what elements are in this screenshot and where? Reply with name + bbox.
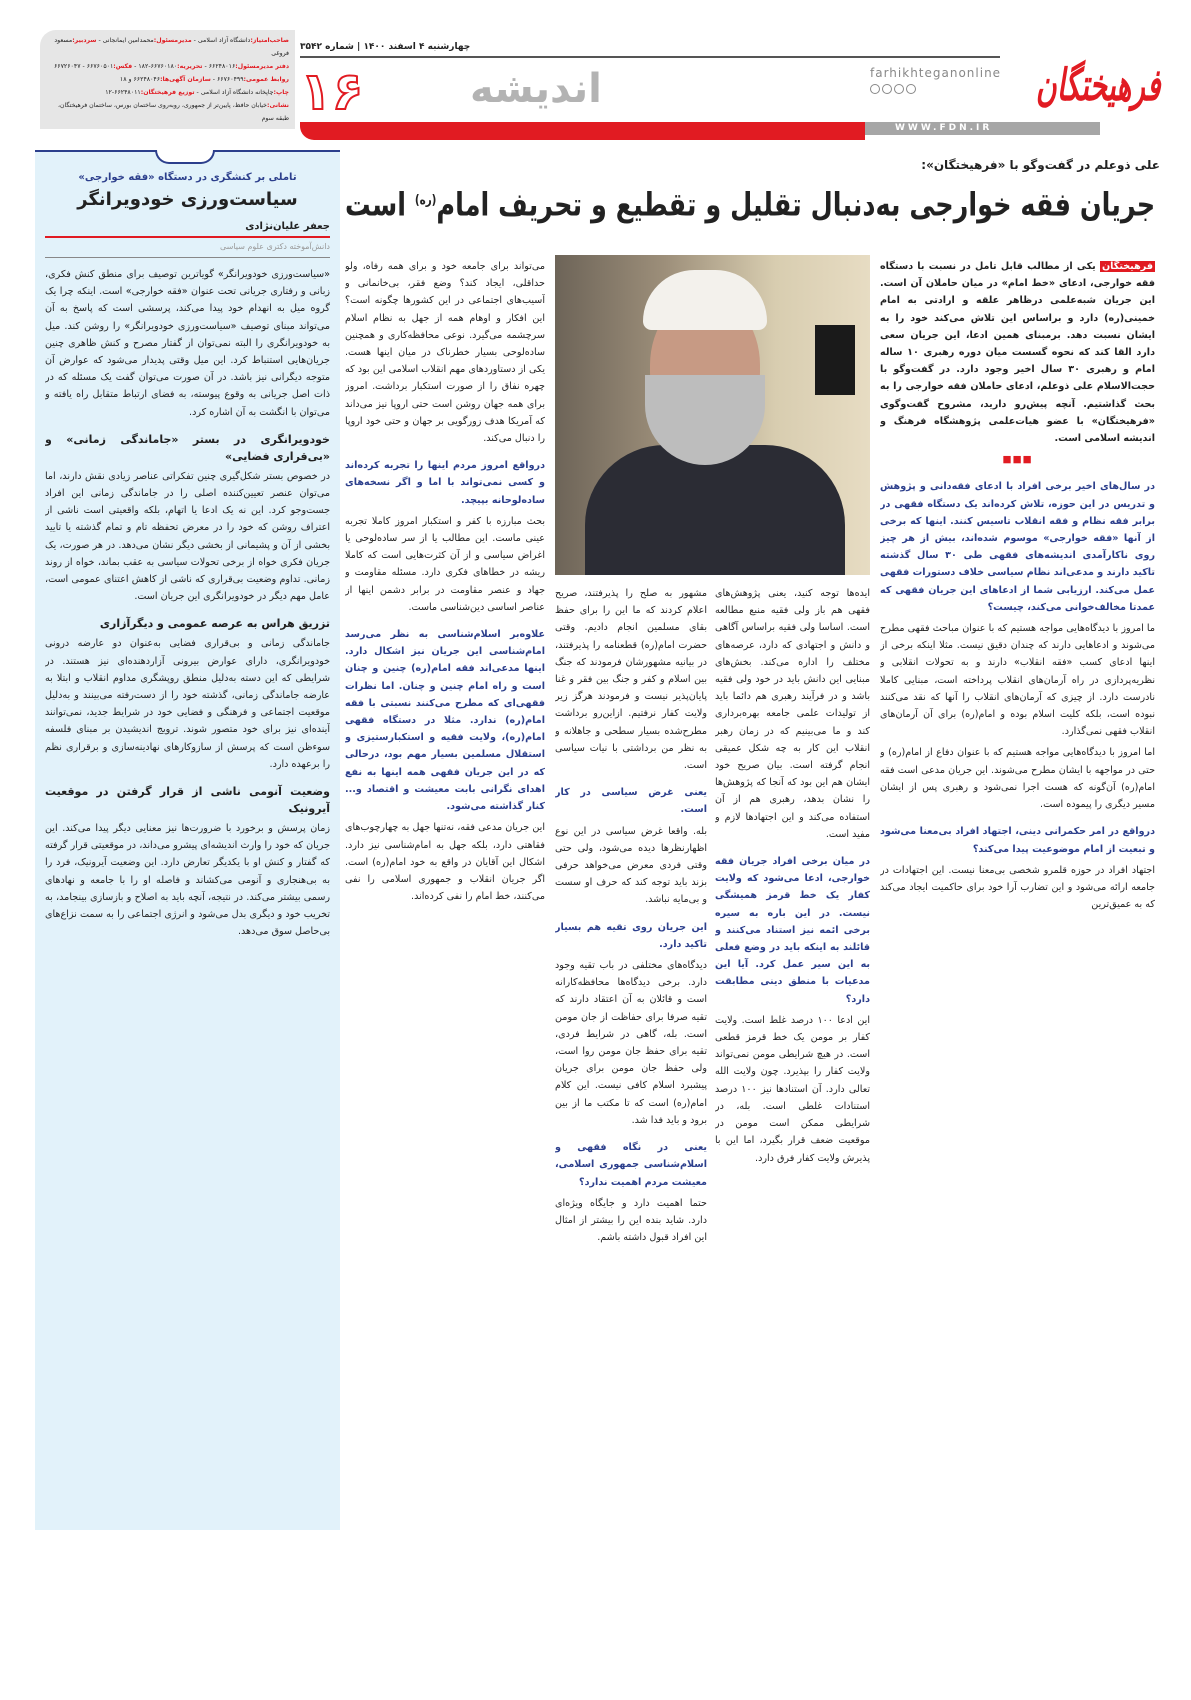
imprint-label: سازمان آگهی‌ها: — [160, 76, 211, 83]
imprint-label: سردبیر: — [72, 37, 97, 44]
imprint-value: خیابان حافظ، پایین‌تر از جمهوری، روبه‌روی ساختمان بورس، ساختمان فرهیختگان، طبقه سوم — [57, 102, 289, 122]
body-paragraph: ما امروز با دیدگاه‌هایی مواجه هستیم که با عنوان مباحث فقهی مطرح می‌شوند و ادعاهایی دارند که چندان دقیق نیست. مثلا اینکه برخی از اینها ادعای کسب «فقه انقلاب» دارند و به تحولات انقلابی و نظریه‌پردازی در راه آرمان‌های انقلاب پرداخته است، مبنایی کاملا نادرست دارد. از چیزی که آرمان‌های انقلاب را آنها که نقد می‌کنند نبوده است، بلکه کلیت اسلام بوده و امام(ره) برای آن آرمان‌های انقلاب فقهی نمی‌گذارد. — [880, 623, 1155, 738]
lead-tag: فرهیختگان — [1101, 261, 1153, 272]
body-paragraph: ایده‌ها توجه کنید، یعنی پژوهش‌های فقهی هم باز ولی فقیه منبع مطالعه است. اساسا ولی فقیه براساس آگاهی و دانش و اجتهادی که دارد، عرصه‌های مختلف را اداره می‌کند. بخش‌های مبنایی این دانش باید در خود ولی فقیه باشد و در فرآیند رهبری هم دائما باید از تولیدات علمی جامعه بهره‌برداری کند و ما می‌بینیم که در زمان رهبر انقلاب این کار به چه شکل عمیقی انجام گرفته است. بیان صریح خود ایشان هم این بود که آنجا که پژوهش‌ها را نشان بدهد، رهبری هم از آن استفاده می‌کند و این اجتهادها لازم و مفید است. — [715, 588, 870, 840]
instagram-icon — [870, 84, 880, 94]
sidebar-title: سیاست‌ورزی خودویرانگر — [77, 189, 298, 210]
page-number: ۱۶ — [300, 62, 364, 122]
imprint-label: دفتر مدیرمسئول: — [235, 63, 289, 70]
imprint-label: چاپ: — [273, 89, 289, 96]
imprint-value: ۶۶۷۶۰۵۰۱ - ۶۶۷۲۶۰۴۷ — [53, 63, 114, 70]
interview-question: درواقع امروز مردم اینها را تجربه کرده‌اند و کسی نمی‌تواند با اما و اگر نسخه‌های ساده‌لوحانه بپیچد. — [345, 460, 545, 506]
body-paragraph: اجتهاد افراد در حوزه قلمرو شخصی بی‌معنا نیست. این اجتهادات در جامعه ارائه می‌شود و این تضارب آرا خود برای حاکمیت ایجاد می‌کند که به عمیق‌ترین — [880, 864, 1155, 911]
body-paragraph: این جریان مدعی فقه، نه‌تنها جهل به چهارچوب‌های فقاهتی دارد، بلکه جهل به امام‌شناسی نیز دارد. اشکال این آقایان در واقع به خود امام(ره) است. اگر جریان انقلاب و جمهوری اسلامی را نفی می‌کنند، خط امام را نفی کرده‌اند. — [345, 822, 545, 903]
imprint-value: دانشگاه آزاد اسلامی - — [191, 37, 251, 44]
imprint-label: صاحب‌امتیاز: — [250, 37, 289, 44]
imprint-value: ۶۶۲۴۸۰۱۱-۱۲ — [105, 89, 141, 96]
sidebar-body — [45, 266, 330, 1522]
social-icons — [870, 84, 916, 94]
headline-end: است — [344, 185, 406, 224]
sidebar-kicker: تاملی بر کنشگری در دستگاه «فقه خوارجی» — [78, 172, 297, 183]
header-rule — [300, 56, 1000, 58]
imprint-value: ۶۶۲۴۸۰۴۶ و ۱۸ — [119, 76, 161, 83]
body-paragraph: جاماندگی زمانی و بی‌قراری فضایی به‌عنوان دو عارضه درونی خودویرانگری، دارای عوارض بیرونی آزاردهنده‌ای نیز هستند. در شرایطی که این دسته به‌دلیل منطق روپشگری مداوم انقلاب و ابتلا به عارضه جاماندگی زمانی، گذشته خود را از دست‌رفته می‌بینند و به‌دلیل موقعیت اجتماعی و فرهنگی و فضایی خود در شرایط جدید، نمی‌توانند آینده‌ای نیز برای خود متصور شوند. ترویج اندیشیدن بر مبنای فلسفه سوءظن است که پرسش از سازوکارهای نهادینه‌سازی و برقراری نظم را برعهده دارد. — [45, 638, 330, 770]
sidebar-opinion-box — [35, 150, 340, 1530]
imprint-line — [46, 86, 289, 99]
imprint-label: تحریریه: — [177, 63, 203, 70]
imprint-value: ۶۶۷۶۰۱۸۰-۱۸۲ - — [132, 63, 178, 70]
interview-question: یعنی در نگاه فقهی و اسلام‌شناسی جمهوری اسلامی، معیشت مردم اهمیت ندارد؟ — [555, 1142, 707, 1188]
article-column-3 — [555, 585, 707, 1690]
headline-line — [345, 178, 1155, 228]
aparat-icon — [906, 84, 916, 94]
website-url[interactable]: WWW.FDN.IR — [865, 122, 1100, 135]
sidebar-author: جعفر علیان‌نژادی — [45, 219, 330, 238]
interview-question: یعنی غرض سیاسی در کار است. — [555, 787, 707, 816]
imprint-box — [40, 30, 295, 129]
interview-question: در میان برخی افراد جریان فقه خوارجی، ادعا می‌شود که ولایت کفار یک خط قرمز همیشگی نیست. در این باره به سیره برخی ائمه نیز استناد می‌کنند و قائلند به اینکه باید در وضع فعلی به این سیر عمل کرد. آیا این مدعیات با منطق دینی مطابقت دارد؟ — [715, 856, 870, 1005]
interview-question: این جریان روی تقیه هم بسیار تاکید دارد. — [555, 921, 707, 950]
imprint-label: نشانی: — [266, 102, 289, 109]
website-handle: farhikhteganonline — [870, 66, 1002, 80]
body-paragraph: این ادعا ۱۰۰ درصد غلط است. ولایت کفار بر مومن یک خط قرمز قطعی است. در هیچ شرایطی مومن نمی‌تواند ولایت کفار را بپذیرد. چون ولایت الله تعالی دارد. آن استنادها نیز ۱۰۰ درصد استنادات غلطی است. بله، در شرایطی ممکن است مومن در موقعیت ضعف قرار بگیرد، اما این با پذیرش ولایت کفار فرق دارد. — [715, 1014, 870, 1164]
subheading: وضعیت آنومی ناشی از قرار گرفتن در موقعیت آیرونیک — [45, 785, 330, 816]
body-paragraph: می‌تواند برای جامعه خود و برای همه رفاه، ولو حداقلی، ایجاد کند؟ وضع فقر، بی‌خانمانی و آسیب‌های اجتماعی در این کشورها چگونه است؟ این افکار و اوهام همه از جهل به نظام اسلام سرچشمه می‌گیرد. نوعی محافظه‌کاری و همچنین ساده‌لوحی بسیار خطرناک در میان اینها هست. یکی از دستاوردهای مهم انقلاب اسلامی این بود که چهره نفاق را از صورت استکبار برداشت. امروز برای همه جهان روشن است حتی اروپا نیز می‌داند که آمریکا هدف زورگویی بر جهان و حتی خود اروپا را دنبال می‌کند. — [345, 261, 545, 445]
chevron-icon — [155, 150, 215, 164]
imprint-line — [46, 60, 289, 73]
article-column-lead — [880, 258, 1155, 1690]
imprint-value: ۶۶۲۴۸۰۱۶ - — [202, 63, 236, 70]
imprint-line — [46, 73, 289, 86]
imprint-label: فکس: — [113, 63, 133, 70]
imprint-value: ۶۶۷۶۰۴۹۹ - — [210, 76, 244, 83]
body-paragraph: حتما اهمیت دارد و جایگاه ویژه‌ای دارد. شاید بنده این را بیشتر از امثال این افراد قبول داشته باشم. — [555, 1197, 707, 1244]
interview-question: درواقع در امر حکمرانی دینی، اجتهاد افراد بی‌معنا می‌شود و تبعیت از امام موضوعیت پیدا می‌کند؟ — [880, 826, 1155, 855]
interview-question: علاوه‌بر اسلام‌شناسی به نظر می‌رسد امام‌شناسی این جریان نیز اشکال دارد. اینها مدعی‌اند فقه امام(ره) چنین و چنان است و راه امام چنین و چنان. اما نظرات فقهی‌ای که مطرح می‌کنند نسبتی با فقه امام(ره) ندارد. مثلا در دستگاه فقهی امام(ره)، ولایت فقیه و استکبارستیزی و استقلال مسلمین بسیار مهم بود، درحالی که در این جریان فقهی همه اینها به نفع اهدای نگرانی بابت معیشت و اقتصاد و... کنار گذاشته می‌شود. — [345, 629, 545, 813]
imprint-value: مسعود فروغی — [54, 37, 289, 57]
newspaper-logo — [1035, 60, 1160, 120]
imprint-line — [46, 99, 289, 125]
lead-paragraph — [880, 258, 1155, 447]
imprint-label: توزیع فرهیختگان: — [140, 89, 195, 96]
body-paragraph: بحث مبارزه با کفر و استکبار امروز کاملا تجربه عینی ماست. این مطالب یا از سر ساده‌لوحی یا اغراض سیاسی و از آن کثرت‌هایی است که کاملا ریشه در خطاهای فکری دارد. مسئله مقاومت و جهاد و عنصر مقاومت در برابر دشمن اینها از عناصر اساسی دین‌شناسی ماست. — [345, 515, 545, 613]
issue-dateline: چهارشنبه ۴ اسفند ۱۴۰۰ | شماره ۳۵۴۲ — [300, 42, 471, 52]
body-paragraph: بله. واقعا غرض سیاسی در این نوع اظهارنظرها دیده می‌شود، ولی حتی وقتی فردی معرض می‌خواهد حرفی بزند باید توجه کند که حرف او سست و بی‌مایه نباشد. — [555, 825, 707, 906]
imprint-value: محمدامین ایمانجانی - — [96, 37, 154, 44]
subheading: تزریق هراس به عرصه عمومی و دیگرآزاری — [99, 617, 330, 631]
imprint-label: روابط عمومی: — [243, 76, 289, 83]
body-paragraph: در خصوص بستر شکل‌گیری چنین تفکراتی عناصر زیادی نقش دارند، اما می‌توان عنصر تعیین‌کننده اصلی را در جاماندگی زمانی این افراد جست‌وجو کرد. این نه یک ادعا یا اتهام، بلکه واقعیتی است ناشی از اعتراف روشن که خود را در معرض تحفظه تام و تمام گذشته یا تایید بخشی از آن و پشیمانی از بخشی دیگر نشان می‌دهد. در هر صورت، یک جریان فکری خواه از برخی تحولات سیاسی به عقب بماند، خواه از روند زمانی. تداوم وضعیت بی‌قراری که ناشی از کاهش اعتنای عمومی است، عامل مهم دیگر در خودویرانگری این جریان است. — [45, 470, 330, 603]
subheading: خودویرانگری در بستر «جاماندگی زمانی» و «بی‌قراری فضایی» — [45, 432, 330, 463]
imprint-line — [46, 34, 289, 60]
logo-text: فرهیختگان — [1035, 60, 1160, 111]
section-red-bar — [300, 122, 865, 140]
body-paragraph: «سیاست‌ورزی خودویرانگر» گویاترین توصیف برای منطق کنش فکری، زبانی و رفتاری جریانی تحت عنوان «فقه خوارجی» است. اینکه چرا یک گروه میل به انهدام خود پیدا می‌کند، پرسشی است که پاسخ به آن می‌تواند مبنای توصیف «سیاست‌ورزی خودویرانگر» را روشن کند. میل به خودویرانگری را البته نمی‌توان از گفتار مصرح و کنش ظاهری چنین جریان‌هایی استنباط کرد. این میل وقتی پدیدار می‌شود که عوارض آن متوجه دیگرانی نیز باشد. در آن صورت می‌توان گفت یک مسئله که در ذات اصل جریانی به وقوع پیوسته، به فضای ارتباط متقابل راه یافته و می‌توان با انگشت به آن اشاره کرد. — [45, 269, 330, 418]
separator: ■■■ — [1002, 454, 1033, 466]
article-kicker: علی ذوعلم در گفت‌وگو با «فرهیختگان»: — [921, 158, 1160, 172]
section-title: اندیشه — [470, 66, 602, 112]
sidebar-author-role: دانش‌آموخته دکتری علوم سیاسی — [45, 241, 330, 258]
lead-text: یکی از مطالب قابل تامل در نسبت با دستگاه فقه خوارجی، ادعای «خط امام» در میان حاملان آن است. این جریان شبه‌علمی درظاهر علقه و ارادتی به امام خمینی(ره) دارد و براساس این تلاش می‌کند خود را به ایشان نسبت دهد. برمبنای همین ادعا، این جریان سعی دارد القا کند که نحوه گسست میان دوره رهبری ۱۰ ساله امام و رهبری ۳۰ سال اخیر وجود دارد. در گفت‌وگو با حجت‌الاسلام علی ذوعلم، ادعای حاملان فقه خوارجی را به بحث گذاشتیم. آنچه پیش‌رو دارید، مشروح گفت‌وگوی «فرهیختگان» با عضو هیات‌علمی پژوهشگاه فرهنگ و اندیشه اسلامی است. — [880, 261, 1155, 445]
body-paragraph: اما امروز با دیدگاه‌هایی مواجه هستیم که با عنوان دفاع از امام(ره) و حتی در مواجهه با ایشان مطرح می‌شوند. این جریان مدعی است فقه امام(ره) آن‌گونه که هست اجرا نمی‌شود و رهبری پس از ایشان مسیر دیگری را پیموده است. — [880, 747, 1155, 811]
imprint-label: مدیرمسئول: — [153, 37, 192, 44]
article-column-2 — [715, 585, 870, 1690]
twitter-icon — [894, 84, 904, 94]
headline-text: جریان فقه خوارجی به‌دنبال تقلیل و تقطیع و تحریف امام — [436, 185, 1155, 224]
headline-superscript: (ره) — [414, 193, 437, 208]
article-column-4 — [345, 258, 545, 1690]
interview-question: در سال‌های اخیر برخی افراد با ادعای فقه‌دانی و پژوهش و تدریس در این حوزه، تلاش کرده‌اند یک دستگاه فقهی در برابر فقه نظام و فقه انقلاب تاسیس کنند. اینها که برخی از آنها «فقه خوارجی» موسوم شده‌اند، بیش از هر چیز روی ناکارآمدی اندیشه‌های فقهی طی ۳۰ سال گذشته تاکید دارند و مدعی‌اند نظام سیاسی خلاف دستورات فقهی عمل می‌کند. ارزیابی شما از ادعاهای این جریان فقهی که عمدتا مخالف‌خوانی می‌کند، چیست؟ — [880, 481, 1155, 613]
interviewee-photo — [555, 255, 870, 575]
body-paragraph: دیدگاه‌های مختلفی در باب تقیه وجود دارد. برخی دیدگاه‌ها محافظه‌کارانه است و قائلان به آن اعتقاد دارند که تقیه صرفا برای حفاظت از جان مومن است. بله، گاهی در شرایط فردی، تقیه برای حفظ جان مومن روا است، ولی حفظ جان مومن برای جریان پیشبرد اسلام کافی نیست. این کلام امام(ره) است که تا مکتب ما از بین برود و باید فدا شد. — [555, 960, 707, 1126]
body-paragraph: زمان پرسش و برخورد با ضرورت‌ها نیز معنایی دیگر پیدا می‌کند. این جریان که خود را وارث اندیشه‌ای پیشرو می‌داند، در موقعیتی قرار گرفته که گفتار و کنش او با یکدیگر تعارض دارد. این وضعیت آیرونیک، فرد را به بی‌هنجاری و آنومی می‌کشاند و فاصله او را با جامعه و نهادهای رسمی بیشتر می‌کند. در نتیجه، آنچه باید به اصلاح و بازسازی بینجامد، به تخریب خود و دیگری بدل می‌شود و انرژی اجتماعی را به سمت نزاع‌های بی‌حاصل سوق می‌دهد. — [45, 823, 330, 938]
article-headline — [345, 178, 1155, 238]
telegram-icon — [882, 84, 892, 94]
body-paragraph: مشهور به صلح را پذیرفتند، صریح اعلام کردند که ما این را برای حفظ بقای مسلمین انجام دادیم. وقتی حضرت امام(ره) قطعنامه را پذیرفتند، در بیانیه مشهورشان فرمودند که جنگ بین اسلام و کفر و جنگ بین فقر و غنا پایان‌پذیر نیست و فرمودند هرگز زیر ولایت کفار نرفتیم. ازاین‌رو برداشت مطرح‌شده بسیار سطحی و جاهلانه و به نظر من برداشتی با نیات سیاسی است. — [555, 588, 707, 772]
imprint-value: چاپخانه دانشگاه آزاد اسلامی - — [194, 89, 274, 96]
